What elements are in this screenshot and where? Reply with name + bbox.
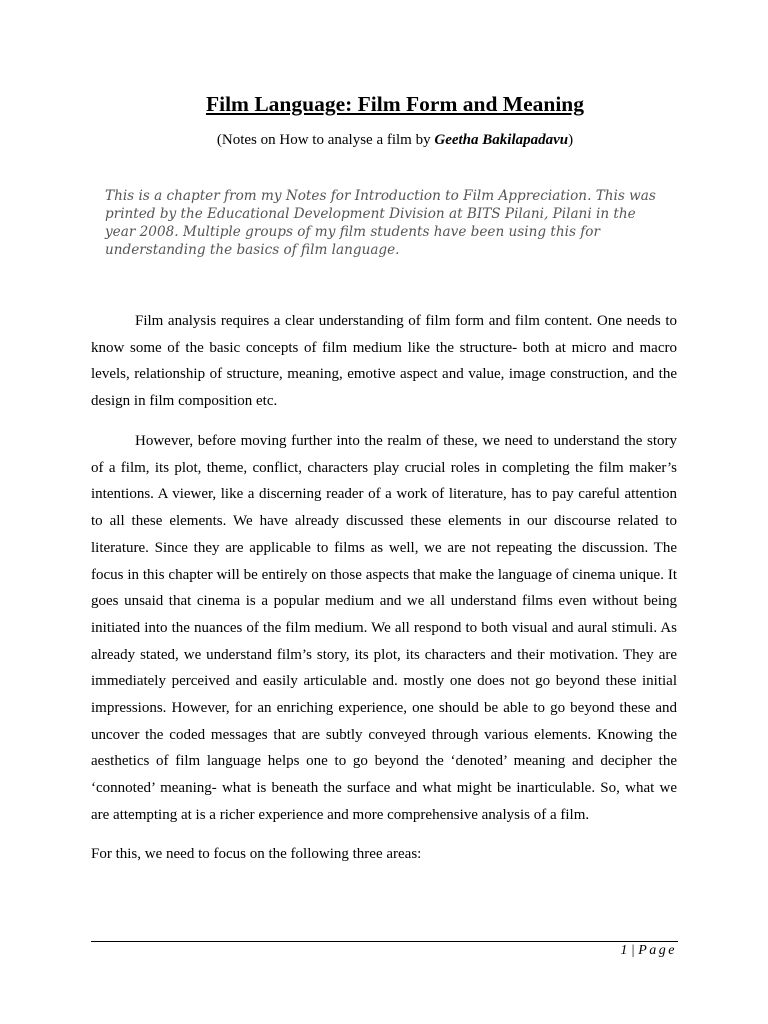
footer-rule <box>91 941 678 942</box>
document-subtitle <box>0 132 768 149</box>
subtitle-author: Geetha Bakilapadavu <box>434 132 569 148</box>
subtitle-prefix: (Notes on How to analyse a film by <box>216 132 435 148</box>
body-paragraph-1: Film analysis requires a clear understanding of film form and film content. One needs to know some of the basic concepts of film medium like the structure- both at micro and macro levels, relationship of structure, meaning, emotive aspect and value, image construction, and the design in film composition etc. <box>91 313 677 410</box>
page-separator: | <box>627 943 639 958</box>
body-paragraph-3: For this, we need to focus on the following three areas: <box>91 846 422 862</box>
body-paragraph-2: However, before moving further into the realm of these, we need to understand the story of a film, its plot, theme, conflict, characters play crucial roles in completing the film maker’s intentions. A viewer, like a discerning reader of a work of literature, has to pay careful attention to all these elements. We have already discussed these elements in our discourse related to literature. Since they are applicable to films as well, we are not repeating the discussion. The focus in this chapter will be entirely on those aspects that make the language of cinema unique. It goes unsaid that cinema is a popular medium and we all understand films even without being initiated into the nuances of the film medium. We all respond to both visual and aural stimuli. As already stated, we understand film’s story, its plot, its characters and their motivation. They are immediately perceived and easily articulable and. mostly one does not go beyond these initial impressions. However, for an enriching experience, one should be able to go beyond these and uncover the coded messages that are subtly conveyed through various elements. Knowing the aesthetics of film language helps one to go beyond the ‘denoted’ meaning and decipher the ‘connoted’ meaning- what is beneath the surface and what might be inarticulable. So, what we are attempting at is a richer experience and more comprehensive analysis of a film. <box>91 433 677 823</box>
subtitle-suffix: ) <box>568 132 574 148</box>
page-footer <box>500 943 677 959</box>
page-number: 1 <box>620 943 628 958</box>
intro-note: This is a chapter from my Notes for Introduction to Film Appreciation. This was printed by the Educational Development Division at BITS Pilani, Pilani in the year 2008. Multiple groups of my film students have been using this for understanding the basics of film language. <box>105 188 656 258</box>
document-title: Film Language: Film Form and Meaning <box>205 92 585 116</box>
page-label: Page <box>638 943 677 958</box>
